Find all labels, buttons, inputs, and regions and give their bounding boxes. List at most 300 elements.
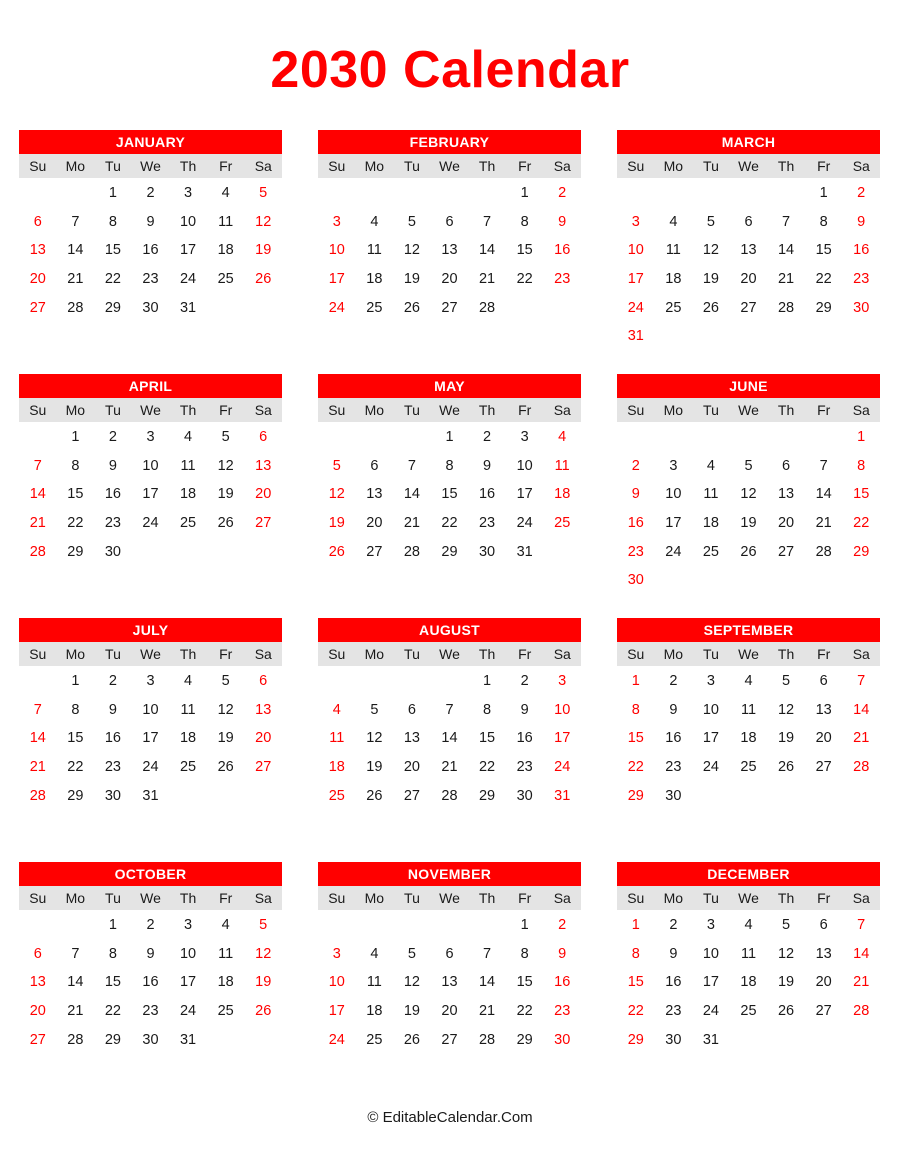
day-cell: 9 xyxy=(558,213,567,230)
day-cell: 27 xyxy=(255,759,272,776)
day-cell: 20 xyxy=(740,271,757,288)
day-cell: 10 xyxy=(142,457,159,474)
day-cell: 6 xyxy=(782,457,791,474)
day-cell: 26 xyxy=(403,1031,420,1048)
day-cell: 6 xyxy=(445,213,454,230)
day-cell: 7 xyxy=(819,457,828,474)
day-cell-empty xyxy=(19,667,57,696)
weekday-label: Mo xyxy=(364,890,385,906)
day-cell: 12 xyxy=(328,486,345,503)
day-cell: 23 xyxy=(104,515,121,532)
weekday-label: We xyxy=(140,646,161,662)
day-cell: 22 xyxy=(104,271,121,288)
day-cell: 13 xyxy=(403,730,420,747)
day-cell: 30 xyxy=(665,1031,682,1048)
day-cell: 17 xyxy=(142,486,159,503)
weekday-label: Su xyxy=(328,890,346,906)
day-cell: 5 xyxy=(782,917,791,933)
day-cell: 21 xyxy=(403,515,420,532)
day-cell: 24 xyxy=(142,515,159,532)
day-cell: 23 xyxy=(554,271,571,288)
month-header: JANUARY xyxy=(19,130,282,154)
day-cell: 13 xyxy=(441,242,458,259)
day-cell: 24 xyxy=(702,1003,719,1020)
day-cell: 6 xyxy=(370,457,379,474)
day-cell: 22 xyxy=(478,759,496,776)
month-header: JULY xyxy=(19,618,282,642)
weekday-label: Sa xyxy=(852,646,870,662)
day-cell: 2 xyxy=(558,917,567,933)
day-cell: 13 xyxy=(366,486,383,503)
weekday-label: Fr xyxy=(219,402,233,418)
weekday-label: Mo xyxy=(364,402,385,418)
day-cell-empty xyxy=(356,911,394,940)
day-cell: 13 xyxy=(441,974,458,991)
page-title: 2030 Calendar xyxy=(270,41,630,99)
day-cell: 21 xyxy=(67,271,84,288)
day-cell: 9 xyxy=(631,486,640,503)
day-cell: 10 xyxy=(702,945,719,962)
day-cell: 30 xyxy=(627,572,644,589)
day-cell: 15 xyxy=(67,486,84,503)
day-cell: 2 xyxy=(669,673,678,689)
day-grid xyxy=(617,179,880,351)
day-cell: 2 xyxy=(108,673,117,689)
day-cell: 15 xyxy=(478,730,496,747)
day-cell: 15 xyxy=(516,974,533,991)
weekday-row xyxy=(617,154,880,178)
weekday-label: Th xyxy=(179,402,197,418)
weekday-label: Su xyxy=(29,158,47,174)
day-cell: 25 xyxy=(554,515,571,532)
day-cell: 7 xyxy=(483,213,492,230)
weekday-label: Su xyxy=(627,646,645,662)
day-cell: 11 xyxy=(180,701,196,718)
day-cell: 28 xyxy=(67,299,84,316)
day-cell: 11 xyxy=(329,730,345,747)
day-cell: 12 xyxy=(777,701,795,718)
day-cell: 12 xyxy=(217,701,234,718)
day-cell: 30 xyxy=(665,787,682,804)
day-cell-empty xyxy=(617,423,655,452)
day-cell: 5 xyxy=(407,945,416,962)
day-cell: 25 xyxy=(740,759,757,776)
day-cell: 13 xyxy=(740,242,757,259)
day-cell-empty xyxy=(318,423,356,452)
day-cell-empty xyxy=(730,179,768,208)
day-cell: 29 xyxy=(853,543,870,560)
day-cell-empty xyxy=(431,911,469,940)
day-cell: 7 xyxy=(33,701,42,718)
day-cell: 12 xyxy=(403,974,420,991)
day-cell: 10 xyxy=(179,213,197,230)
day-cell: 3 xyxy=(706,917,715,933)
weekday-label: Th xyxy=(179,890,197,906)
month-november xyxy=(318,862,581,1054)
day-cell: 16 xyxy=(516,730,533,747)
weekday-label: We xyxy=(140,890,161,906)
day-cell: 9 xyxy=(857,213,866,230)
day-cell: 11 xyxy=(180,457,196,474)
day-cell-empty xyxy=(393,911,431,940)
day-cell: 20 xyxy=(815,730,832,747)
day-cell: 10 xyxy=(328,242,345,259)
day-cell: 12 xyxy=(217,457,234,474)
day-cell: 2 xyxy=(669,917,678,933)
day-cell: 10 xyxy=(702,701,719,718)
month-header: DECEMBER xyxy=(617,862,880,886)
day-cell: 20 xyxy=(366,515,383,532)
day-cell: 18 xyxy=(328,759,345,776)
day-cell: 13 xyxy=(815,945,832,962)
day-cell: 22 xyxy=(104,1003,121,1020)
weekday-label: Tu xyxy=(404,402,420,418)
weekday-label: Mo xyxy=(65,890,86,906)
day-cell: 22 xyxy=(441,515,458,532)
weekday-label: Tu xyxy=(105,890,121,906)
day-cell: 18 xyxy=(366,271,383,288)
day-cell: 18 xyxy=(702,515,719,532)
day-grid xyxy=(318,423,581,566)
day-cell: 14 xyxy=(777,242,795,259)
day-cell: 11 xyxy=(366,974,382,991)
day-cell: 27 xyxy=(29,1031,46,1048)
weekday-label: Su xyxy=(29,890,47,906)
month-header: APRIL xyxy=(19,374,282,398)
day-cell: 25 xyxy=(665,299,682,316)
day-cell: 22 xyxy=(67,515,84,532)
day-cell: 13 xyxy=(815,701,832,718)
day-cell: 30 xyxy=(478,543,496,560)
day-cell: 24 xyxy=(665,543,682,560)
day-cell: 12 xyxy=(255,213,272,230)
weekday-label: Mo xyxy=(65,646,86,662)
day-cell: 20 xyxy=(815,974,832,991)
month-january xyxy=(19,130,282,322)
day-cell: 18 xyxy=(217,974,234,991)
month-header: AUGUST xyxy=(318,618,581,642)
weekday-label: Tu xyxy=(703,646,719,662)
day-cell: 7 xyxy=(33,457,42,474)
weekday-label: Fr xyxy=(817,646,831,662)
day-cell: 10 xyxy=(665,486,682,503)
day-cell: 23 xyxy=(665,1003,682,1020)
day-cell: 28 xyxy=(403,543,420,560)
day-cell: 5 xyxy=(370,701,379,718)
weekday-label: Fr xyxy=(219,158,233,174)
day-cell: 21 xyxy=(815,515,832,532)
weekday-label: We xyxy=(439,158,460,174)
day-cell: 15 xyxy=(627,730,644,747)
day-cell: 4 xyxy=(744,673,753,689)
day-cell: 31 xyxy=(179,1031,197,1048)
day-cell: 29 xyxy=(815,299,832,316)
day-cell: 8 xyxy=(483,701,492,718)
weekday-label: Th xyxy=(777,158,795,174)
day-cell: 17 xyxy=(627,271,644,288)
day-cell: 14 xyxy=(403,486,420,503)
day-cell: 18 xyxy=(554,486,571,503)
weekday-label: Fr xyxy=(518,402,532,418)
day-cell: 27 xyxy=(740,299,757,316)
weekday-label: Tu xyxy=(404,158,420,174)
day-cell: 7 xyxy=(857,917,866,933)
day-cell: 24 xyxy=(328,1031,345,1048)
month-header: JUNE xyxy=(617,374,880,398)
day-cell: 1 xyxy=(445,429,454,445)
day-cell: 27 xyxy=(777,543,795,560)
day-cell-empty xyxy=(431,667,469,696)
day-cell: 16 xyxy=(104,730,121,747)
day-cell-empty xyxy=(19,423,57,452)
day-cell-empty xyxy=(468,179,506,208)
weekday-label: Th xyxy=(478,402,496,418)
day-cell: 5 xyxy=(221,673,230,689)
day-cell-empty xyxy=(393,667,431,696)
day-grid xyxy=(19,667,282,810)
day-cell: 24 xyxy=(179,271,197,288)
day-cell: 7 xyxy=(857,673,866,689)
day-cell: 14 xyxy=(67,242,84,259)
day-cell: 2 xyxy=(520,673,529,689)
weekday-label: Fr xyxy=(219,646,233,662)
day-cell: 21 xyxy=(29,515,46,532)
day-grid xyxy=(617,911,880,1054)
day-cell-empty xyxy=(318,667,356,696)
day-cell: 28 xyxy=(441,787,458,804)
day-cell: 25 xyxy=(702,543,719,560)
weekday-label: Sa xyxy=(553,402,571,418)
day-cell: 30 xyxy=(142,1031,159,1048)
weekday-label: Sa xyxy=(852,158,870,174)
day-cell: 6 xyxy=(744,213,753,230)
day-cell: 19 xyxy=(740,515,757,532)
day-cell: 5 xyxy=(782,673,791,689)
weekday-label: Su xyxy=(29,402,47,418)
day-cell: 12 xyxy=(702,242,719,259)
day-cell: 8 xyxy=(445,457,454,474)
day-cell: 7 xyxy=(407,457,416,474)
day-cell: 25 xyxy=(217,1003,234,1020)
day-cell: 23 xyxy=(627,543,644,560)
day-cell: 28 xyxy=(478,299,496,316)
day-cell: 1 xyxy=(520,185,529,201)
day-cell: 8 xyxy=(631,701,640,718)
day-cell: 25 xyxy=(740,1003,757,1020)
day-cell: 10 xyxy=(179,945,197,962)
day-cell: 27 xyxy=(403,787,420,804)
day-cell: 25 xyxy=(179,515,197,532)
day-cell: 20 xyxy=(255,730,272,747)
day-cell: 31 xyxy=(554,787,571,804)
day-cell: 15 xyxy=(67,730,84,747)
day-cell: 12 xyxy=(255,945,272,962)
day-cell: 14 xyxy=(441,730,458,747)
day-cell: 17 xyxy=(516,486,533,503)
day-cell: 14 xyxy=(853,701,870,718)
weekday-row xyxy=(19,886,282,910)
weekday-row xyxy=(318,886,581,910)
day-cell: 31 xyxy=(516,543,533,560)
weekday-label: Th xyxy=(179,646,197,662)
weekday-label: Sa xyxy=(553,890,571,906)
day-cell: 14 xyxy=(67,974,84,991)
day-cell: 1 xyxy=(631,917,640,933)
day-cell-empty xyxy=(617,179,655,208)
day-cell: 10 xyxy=(627,242,644,259)
day-cell-empty xyxy=(19,911,57,940)
day-cell: 28 xyxy=(29,787,46,804)
day-cell: 29 xyxy=(104,1031,121,1048)
day-cell: 23 xyxy=(516,759,533,776)
day-cell: 30 xyxy=(853,299,870,316)
day-cell: 23 xyxy=(104,759,121,776)
day-cell: 18 xyxy=(179,486,197,503)
weekday-label: We xyxy=(738,158,759,174)
day-cell-empty xyxy=(393,179,431,208)
day-cell-empty xyxy=(57,179,95,208)
day-cell: 17 xyxy=(665,515,682,532)
day-cell: 12 xyxy=(777,945,795,962)
day-cell: 16 xyxy=(554,242,571,259)
day-cell: 17 xyxy=(328,271,345,288)
day-cell: 1 xyxy=(71,673,80,689)
day-cell: 26 xyxy=(366,787,383,804)
day-cell: 9 xyxy=(108,457,117,474)
day-cell: 18 xyxy=(740,730,757,747)
day-cell: 9 xyxy=(146,945,155,962)
day-cell: 3 xyxy=(706,673,715,689)
day-cell: 6 xyxy=(445,945,454,962)
weekday-label: Mo xyxy=(364,158,385,174)
day-cell-empty xyxy=(655,179,693,208)
day-cell: 23 xyxy=(554,1003,571,1020)
day-cell: 26 xyxy=(217,515,234,532)
month-header: FEBRUARY xyxy=(318,130,581,154)
day-cell-empty xyxy=(805,423,843,452)
day-cell: 8 xyxy=(520,213,529,230)
month-header: MARCH xyxy=(617,130,880,154)
day-cell: 27 xyxy=(255,515,272,532)
day-cell: 11 xyxy=(665,242,681,259)
month-march xyxy=(617,130,880,351)
weekday-row xyxy=(617,886,880,910)
day-grid xyxy=(318,179,581,322)
weekday-label: Tu xyxy=(703,890,719,906)
day-cell: 28 xyxy=(67,1031,84,1048)
weekday-label: We xyxy=(140,158,161,174)
day-cell: 25 xyxy=(179,759,197,776)
day-cell: 3 xyxy=(631,213,640,230)
day-cell: 30 xyxy=(104,543,121,560)
day-cell: 5 xyxy=(259,917,268,933)
day-cell-empty xyxy=(393,423,431,452)
day-cell: 7 xyxy=(445,701,454,718)
day-cell: 30 xyxy=(516,787,533,804)
day-cell: 5 xyxy=(221,429,230,445)
day-cell: 8 xyxy=(520,945,529,962)
weekday-label: Mo xyxy=(663,890,684,906)
day-cell: 4 xyxy=(370,945,379,962)
weekday-label: We xyxy=(140,402,161,418)
day-cell: 20 xyxy=(403,759,420,776)
day-cell: 3 xyxy=(146,429,155,445)
weekday-label: We xyxy=(439,646,460,662)
day-cell: 25 xyxy=(217,271,234,288)
day-cell: 4 xyxy=(706,457,715,474)
weekday-label: Sa xyxy=(254,402,272,418)
day-cell: 8 xyxy=(631,945,640,962)
day-cell: 15 xyxy=(516,242,533,259)
month-september xyxy=(617,618,880,810)
day-cell-empty xyxy=(767,423,805,452)
day-cell: 29 xyxy=(67,787,84,804)
weekday-label: Tu xyxy=(105,158,121,174)
day-cell-empty xyxy=(318,179,356,208)
day-cell: 17 xyxy=(702,974,719,991)
day-cell: 19 xyxy=(217,486,234,503)
weekday-row xyxy=(318,154,581,178)
weekday-row xyxy=(617,642,880,666)
day-cell: 3 xyxy=(332,945,341,962)
day-cell: 18 xyxy=(179,730,197,747)
day-cell: 11 xyxy=(703,486,719,503)
day-cell: 2 xyxy=(483,429,492,445)
weekday-label: Tu xyxy=(105,646,121,662)
weekday-label: Fr xyxy=(518,646,532,662)
day-cell: 1 xyxy=(483,673,492,689)
day-cell: 6 xyxy=(33,213,42,230)
day-cell: 14 xyxy=(478,242,496,259)
day-cell: 5 xyxy=(259,185,268,201)
weekday-row xyxy=(318,398,581,422)
day-cell: 1 xyxy=(819,185,828,201)
day-cell: 23 xyxy=(665,759,682,776)
day-cell: 4 xyxy=(669,213,678,230)
day-cell: 3 xyxy=(520,429,529,445)
day-cell: 31 xyxy=(179,299,197,316)
day-cell: 25 xyxy=(366,1031,383,1048)
day-cell: 4 xyxy=(184,429,193,445)
day-cell: 29 xyxy=(104,299,121,316)
weekday-label: Sa xyxy=(254,890,272,906)
day-cell: 9 xyxy=(108,701,117,718)
day-cell: 30 xyxy=(142,299,159,316)
day-cell: 19 xyxy=(777,730,795,747)
day-cell: 3 xyxy=(146,673,155,689)
day-cell: 16 xyxy=(142,974,159,991)
weekday-label: Sa xyxy=(553,158,571,174)
day-cell: 20 xyxy=(29,271,46,288)
day-cell: 9 xyxy=(483,457,492,474)
day-cell: 6 xyxy=(819,917,828,933)
copyright-footer: © EditableCalendar.Com xyxy=(367,1109,533,1126)
weekday-label: Sa xyxy=(852,890,870,906)
day-cell: 26 xyxy=(217,759,234,776)
month-header: OCTOBER xyxy=(19,862,282,886)
day-cell: 24 xyxy=(627,299,644,316)
day-cell: 3 xyxy=(184,917,193,933)
day-cell: 27 xyxy=(815,759,832,776)
day-cell: 3 xyxy=(558,673,567,689)
day-cell: 16 xyxy=(853,242,870,259)
day-cell: 30 xyxy=(104,787,121,804)
day-cell: 2 xyxy=(146,185,155,201)
day-cell: 26 xyxy=(255,1003,272,1020)
day-cell: 14 xyxy=(29,730,46,747)
day-cell: 1 xyxy=(857,429,866,445)
weekday-label: Fr xyxy=(817,402,831,418)
